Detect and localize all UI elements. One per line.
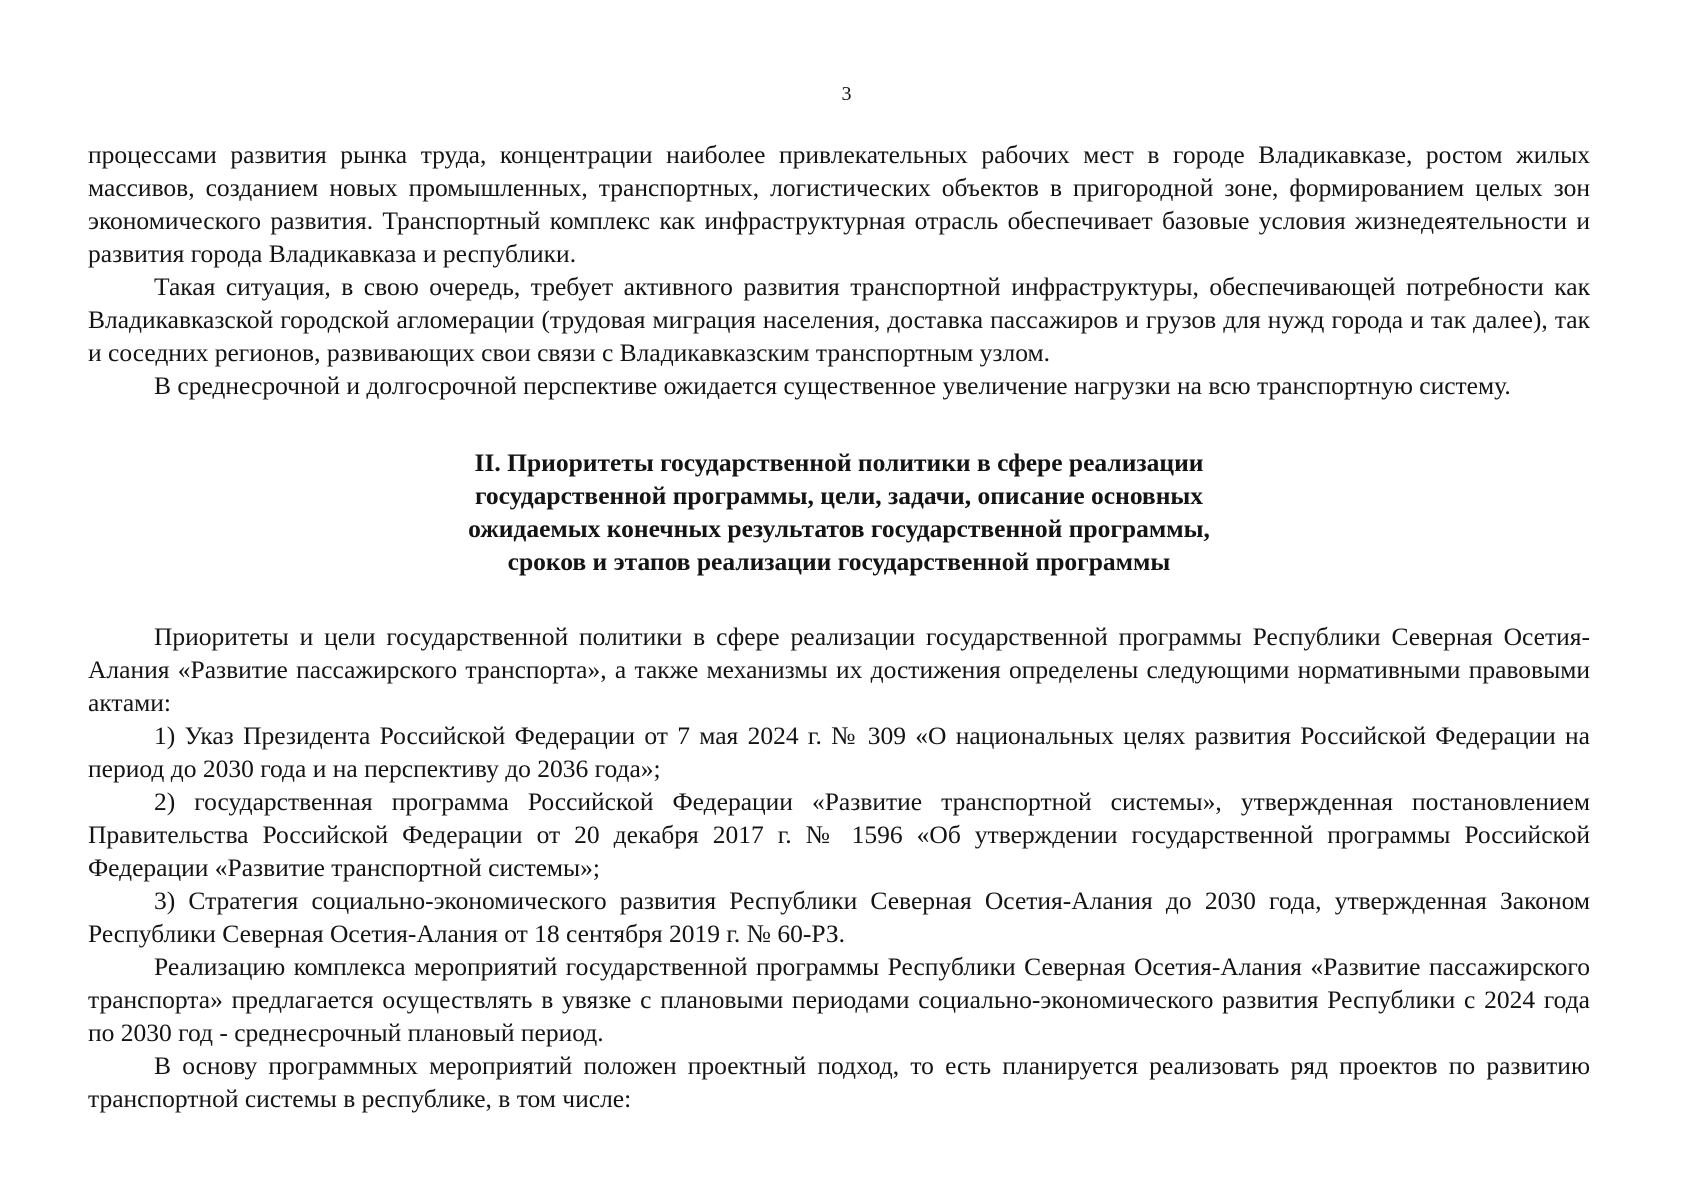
paragraph-infrastructure-demand: Такая ситуация, в свою очередь, требует активного развития транспортной инфраструктуры, обеспечивающей потребности как Владикавказской городской агломерации (трудовая миграция населения, доставка пассажиров и грузов для нужд города и так далее), так и соседних регионов, развивающих свои связи с Владикавказским транспортным узлом. xyxy=(88,272,1590,367)
paragraph-implementation: Реализацию комплекса мероприятий государственной программы Республики Северная Осетия-Алания «Развитие пассажирского транспорта» предлагается осуществлять в увязке с плановыми периодами социально-экономического развития Республики с 2024 года по 2030 год - среднесрочный плановый период. xyxy=(88,952,1590,1047)
document-body xyxy=(88,138,1590,1115)
section-heading-line: государственной программы, цели, задачи, описание основных xyxy=(474,481,1204,510)
section-heading xyxy=(389,446,1289,578)
section-heading-line: сроков и этапов реализации государственной программы xyxy=(507,547,1171,576)
list-item-decree: 1) Указ Президента Российской Федерации от 7 мая 2024 г. № 309 «О национальных целях развития Российской Федерации на период до 2030 года и на перспективу до 2036 года»; xyxy=(88,721,1590,783)
paragraph-continuation: процессами развития рынка труда, концентрации наиболее привлекательных рабочих мест в городе Владикавказе, ростом жилых массивов, созданием новых промышленных, транспортных, логистических объектов в пригородной зоне, формированием целых зон экономического развития. Транспортный комплекс как инфраструктурная отрасль обеспечивает базовые условия жизнедеятельности и развития города Владикавказа и республики. xyxy=(88,140,1590,268)
paragraph-project-approach: В основу программных мероприятий положен проектный подход, то есть планируется реализовать ряд проектов по развитию транспортной системы в республике, в том числе: xyxy=(88,1051,1590,1113)
page-number: 3 xyxy=(841,83,852,105)
list-item-strategy: 3) Стратегия социально-экономического развития Республики Северная Осетия-Алания до 2030 года, утвержденная Законом Республики Северная Осетия-Алания от 18 сентября 2019 г. № 60-РЗ. xyxy=(88,886,1590,948)
section-heading-line: II. Приоритеты государственной политики в сфере реализации xyxy=(474,448,1204,477)
list-item-state-program: 2) государственная программа Российской Федерации «Развитие транспортной системы», утвержденная постановлением Правительства Российской Федерации от 20 декабря 2017 г. № 1596 «Об утверждении государственной программы Российской Федерации «Развитие транспортной системы»; xyxy=(88,787,1590,882)
paragraph-load-increase: В среднесрочной и долгосрочной перспективе ожидается существенное увеличение нагрузки на всю транспортную систему. xyxy=(154,371,1511,400)
paragraph-priorities: Приоритеты и цели государственной политики в сфере реализации государственной программы Республики Северная Осетия-Алания «Развитие пассажирского транспорта», а также механизмы их достижения определены следующими нормативными правовыми актами: xyxy=(88,622,1590,717)
section-heading-line: ожидаемых конечных результатов государственной программы, xyxy=(468,514,1210,543)
